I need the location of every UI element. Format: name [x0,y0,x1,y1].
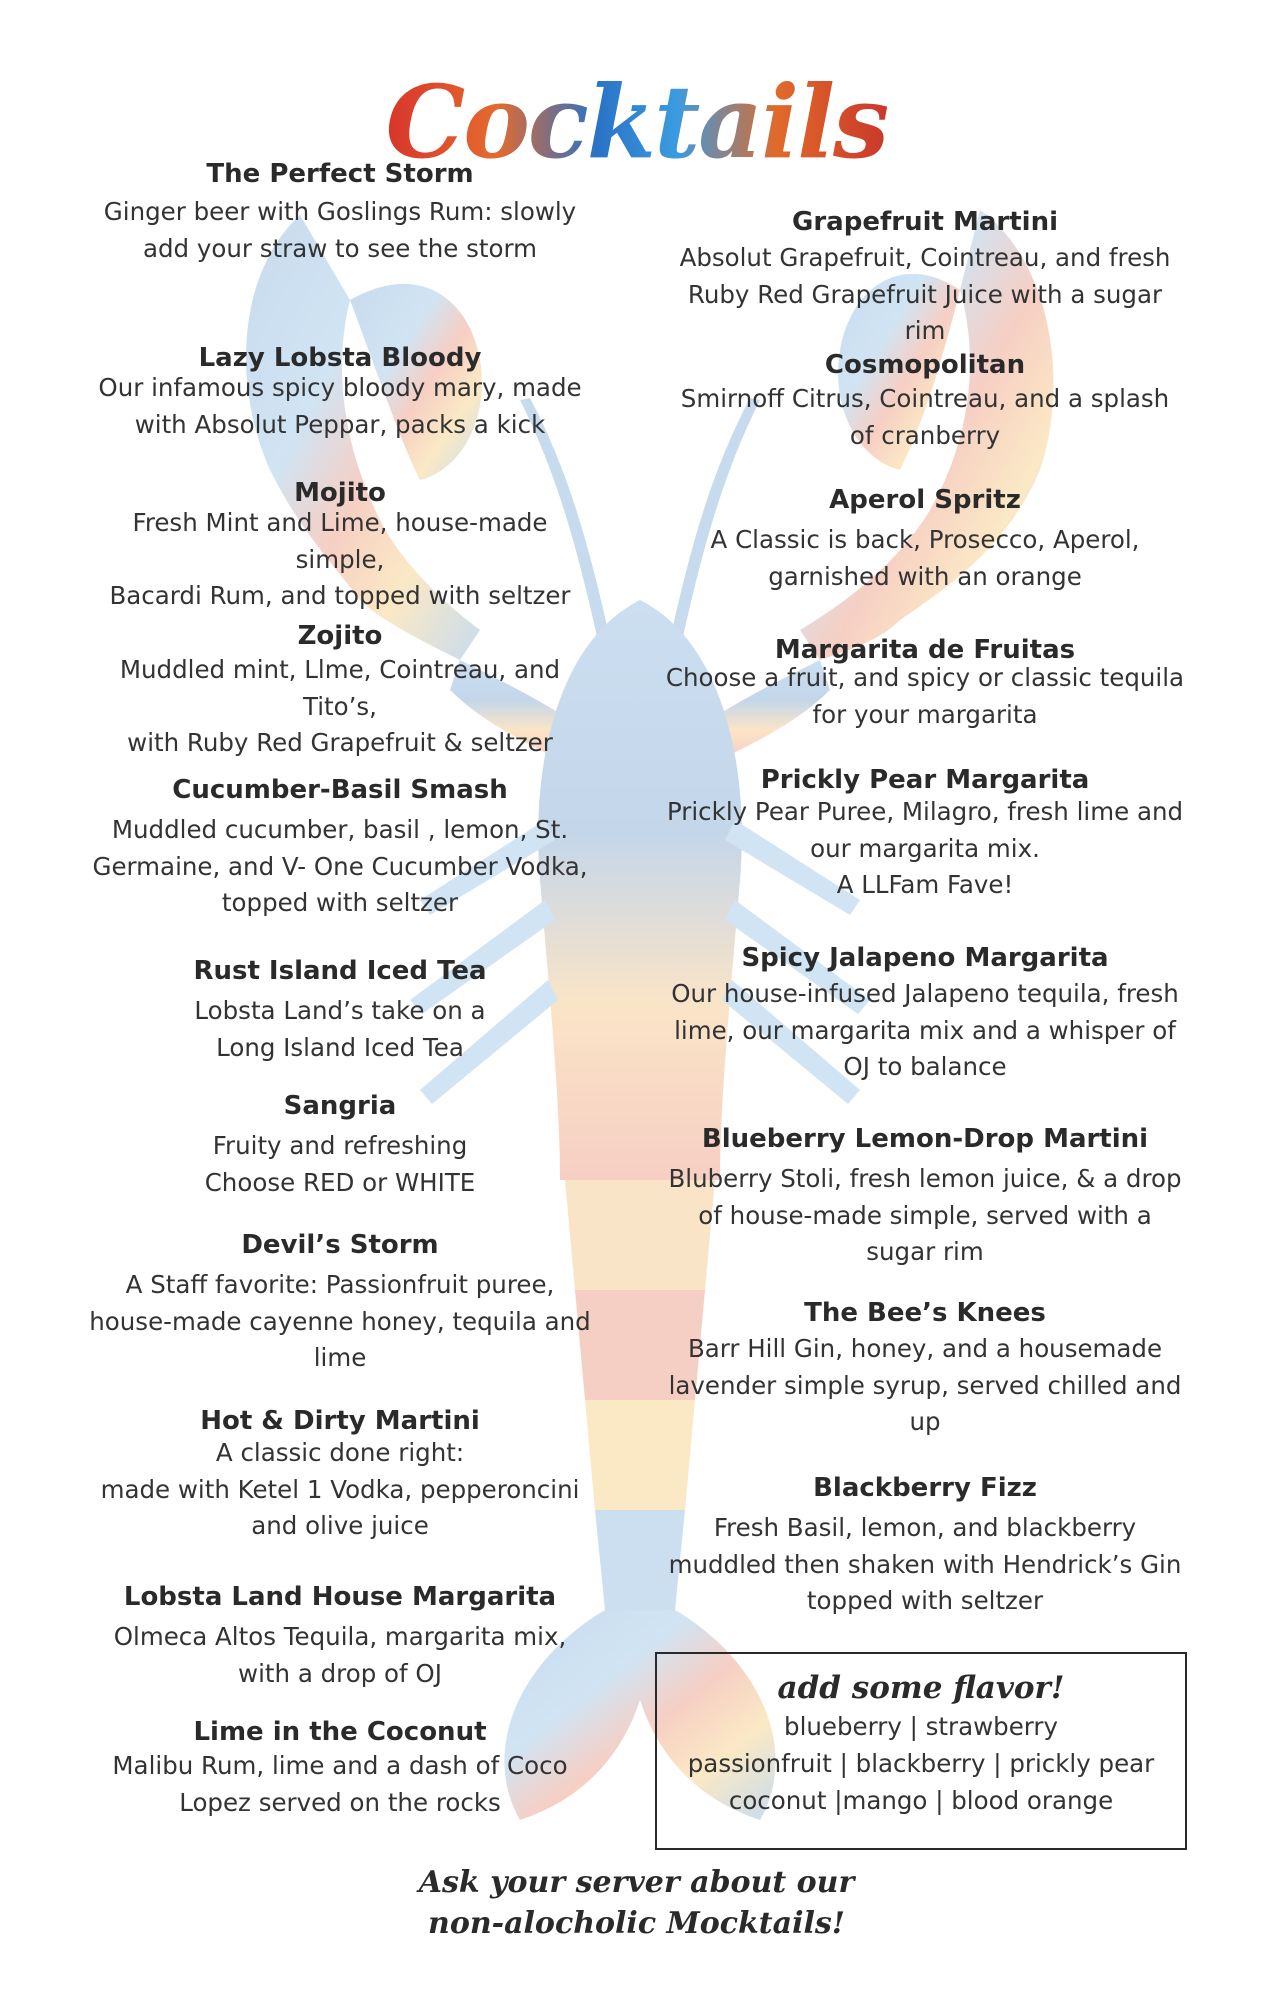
menu-item-description: Muddled mint, Llme, Cointreau, and Tito’s, [119,655,561,721]
menu-item-name: The Bee’s Knees [804,1298,1046,1328]
menu-item-name: Hot & Dirty Martini [200,1406,480,1436]
menu-item-name: Cosmopolitan [824,350,1026,380]
menu-item-description: with Ruby Red Grapefruit & seltzer [127,728,553,757]
menu-item-blueberry-lemon-drop-martini [665,1121,1185,1271]
menu-item-name: Sangria [283,1091,397,1121]
menu-item-hot-dirty-martini [85,1403,595,1545]
menu-item-description: OJ to balance [843,1052,1007,1081]
menu-item-cucumber-basil-smash [85,772,595,922]
flavor-options-line: passionfruit | blackberry | prickly pear [687,1749,1155,1778]
menu-item-description: house-made cayenne honey, tequila and [89,1306,591,1336]
mocktails-note-line-2: non-alocholic Mocktails! [428,1906,845,1941]
menu-item-description: with Absolut Peppar, packs a kick [134,409,546,439]
menu-item-description: Choose a fruit, and spicy or classic tequila [665,663,1185,692]
menu-item-description: lime [313,1343,367,1372]
menu-item-description: with a drop of OJ [238,1658,442,1688]
add-flavor-box [655,1652,1187,1850]
menu-item-name: Lazy Lobsta Bloody [198,343,482,373]
menu-item-description: for your margarita [812,699,1038,729]
menu-item-description: Lobsta Land’s take on a [194,996,486,1025]
menu-item-name: Devil’s Storm [241,1230,439,1260]
menu-item-name: Aperol Spritz [829,485,1021,515]
menu-item-description: garnished with an orange [768,561,1082,591]
menu-item-name: Zojito [297,621,383,651]
menu-item-description: Ruby Red Grapefruit Juice with a sugar rim [687,279,1163,345]
menu-item-description: Prickly Pear Puree, Milagro, fresh lime and [666,797,1184,826]
menu-item-name: Mojito [294,478,386,508]
menu-item-cosmopolitan [665,347,1185,454]
menu-item-description: our margarita mix. [810,833,1040,863]
menu-item-description: Our infamous spicy bloody mary, made [98,373,582,402]
menu-item-lobsta-land-house-margarita [85,1579,595,1692]
menu-item-margarita-de-fruitas [665,632,1185,733]
menu-item-description: : Passionfruit puree, [309,1270,555,1299]
menu-item-name: Spicy Jalapeno Margarita [741,943,1109,973]
menu-item-note: A LLFam Fave! [836,870,1014,899]
menu-item-description: A classic done right: [215,1438,465,1467]
menu-item-description: muddled then shaken with Hendrick’s Gin [668,1549,1182,1579]
menu-item-lead: A Staff favorite [125,1270,310,1299]
menu-item-description: Lopez served on the rocks [179,1787,501,1817]
menu-item-description: lime, our margarita mix and a whisper of [674,1015,1176,1045]
menu-item-mojito [85,475,595,615]
menu-item-sangria [85,1088,595,1201]
menu-item-note: Choose RED or WHITE [204,1167,476,1197]
menu-item-description: Fresh Basil, lemon, and blackberry [713,1513,1137,1542]
mocktails-note-line-1: Ask your server about our [418,1865,855,1900]
menu-item-prickly-pear-margarita [665,762,1185,904]
menu-item-description: Fruity and refreshing [212,1131,468,1160]
menu-item-description: Long Island Iced Tea [216,1032,464,1062]
menu-item-description: Fresh Mint and Lime, house-made simple, [132,508,548,574]
menu-item-name: Grapefruit Martini [792,207,1058,237]
menu-item-description: Bluberry Stoli, fresh lemon juice, & a drop [668,1164,1182,1193]
menu-item-lime-in-the-coconut [85,1714,595,1821]
menu-item-devils-storm [85,1227,595,1377]
menu-item-name: Prickly Pear Margarita [760,765,1090,795]
menu-item-name: Blueberry Lemon-Drop Martini [701,1124,1149,1154]
menu-item-the-perfect-storm [85,156,595,267]
menu-item-description: Malibu Rum, lime and a dash of Coco [112,1751,568,1780]
menu-item-description: Smirnoff Citrus, Cointreau, and a splash [680,384,1170,413]
menu-item-description: Absolut Grapefruit, Cointreau, and fresh [679,243,1171,272]
menu-item-description: Olmeca Altos Tequila, margarita mix, [113,1622,567,1651]
menu-item-name: Lobsta Land House Margarita [123,1582,557,1612]
menu-item-description: topped with seltzer [806,1586,1044,1615]
flavor-options-line: blueberry | strawberry [784,1712,1058,1741]
menu-item-description: add your straw to see the storm [142,233,537,263]
menu-item-spicy-jalapeno-margarita [665,940,1185,1086]
menu-item-description: made with Ketel 1 Vodka, pepperoncini [100,1474,580,1504]
mocktails-note [0,1862,1273,1944]
menu-item-description: lavender simple syrup, served chilled and [668,1370,1182,1400]
menu-item-name: Rust Island Iced Tea [193,956,487,986]
menu-item-name: Cucumber-Basil Smash [172,775,508,805]
menu-item-blackberry-fizz [665,1470,1185,1620]
menu-item-description: Muddled cucumber, basil , lemon, St. [111,815,569,844]
menu-item-aperol-spritz [665,482,1185,595]
menu-item-description: Bacardi Rum, and topped with seltzer [109,581,571,610]
menu-item-description: topped with seltzer [221,888,459,917]
menu-item-lazy-lobsta-bloody [85,340,595,443]
flavor-options-line: coconut |mango | blood orange [728,1786,1114,1815]
menu-item-the-bees-knees [665,1295,1185,1441]
menu-item-description: sugar rim [866,1237,984,1266]
menu-item-zojito [85,618,595,762]
menu-item-name: Lime in the Coconut [193,1717,487,1747]
menu-item-description: A Classic is back, Prosecco, Aperol, [710,525,1140,554]
menu-item-description: Our house-infused Jalapeno tequila, fresh [671,979,1179,1008]
menu-item-description: Ginger beer with Goslings Rum: slowly [103,197,577,226]
menu-item-grapefruit-martini [665,204,1185,350]
menu-item-rust-island-iced-tea [85,953,595,1066]
menu-item-name: Blackberry Fizz [813,1473,1037,1503]
menu-item-description: up [909,1407,941,1436]
menu-item-description: of house-made simple, served with a [698,1200,1152,1230]
menu-item-name: Margarita de Fruitas [774,635,1076,665]
menu-item-description: and olive juice [251,1511,429,1540]
menu-item-description: Germaine, and V- One Cucumber Vodka, [92,851,588,881]
add-flavor-title: add some flavor! [777,1670,1065,1706]
menu-item-description: Barr Hill Gin, honey, and a housemade [687,1334,1163,1363]
menu-item-description: of cranberry [849,420,1001,450]
menu-title: Cocktails [385,63,888,181]
menu-item-name: The Perfect Storm [206,159,474,189]
